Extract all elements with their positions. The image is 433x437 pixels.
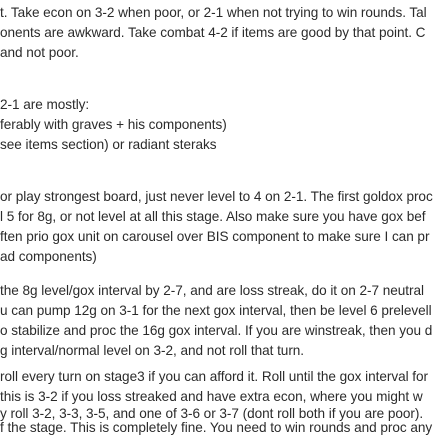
text-line: 2-1 are mostly: (0, 97, 90, 112)
text-line: t. Take econ on 3-2 when poor, or 2-1 when not trying to win rounds. Tal (0, 5, 427, 20)
text-line: g interval/normal level on 3-2, and not roll that turn. (0, 343, 305, 358)
text-line: onents are awkward. Take combat 4-2 if items are good by that point. C (0, 25, 426, 40)
text-line: y roll 3-2, 3-3, 3-5, and one of 3-6 or 3-7 (dont roll both if you are poor). (0, 406, 424, 421)
text-line: u can pump 12g on 3-1 for the next gox interval, then be level 6 prelevell (0, 303, 432, 318)
text-line: roll every turn on stage3 if you can afford it. Roll until the gox interval for (0, 369, 429, 384)
text-line: ad components) (0, 249, 97, 264)
text-line: ften prio gox unit on carousel over BIS component to make sure I can pr (0, 229, 430, 244)
text-line: ferably with graves + his components) (0, 117, 227, 132)
text-line: this is 3-2 if you loss streaked and have extra econ, where you might w (0, 389, 423, 404)
text-line: l 5 for 8g, or not level at all this stage. Also make sure you have gox bef (0, 209, 426, 224)
text-line: f the stage. This is completely fine. You need to win rounds and proc any (0, 420, 433, 435)
text-line: and not poor. (0, 45, 79, 60)
text-line: o stabilize and proc the 16g gox interval. If you are winstreak, then you d (0, 323, 433, 338)
text-line: see items section) or radiant steraks (0, 137, 217, 152)
text-line: or play strongest board, just never level to 4 on 2-1. The first goldox proc (0, 189, 433, 204)
text-line: the 8g level/gox interval by 2-7, and are loss streak, do it on 2-7 neutral (0, 283, 424, 298)
